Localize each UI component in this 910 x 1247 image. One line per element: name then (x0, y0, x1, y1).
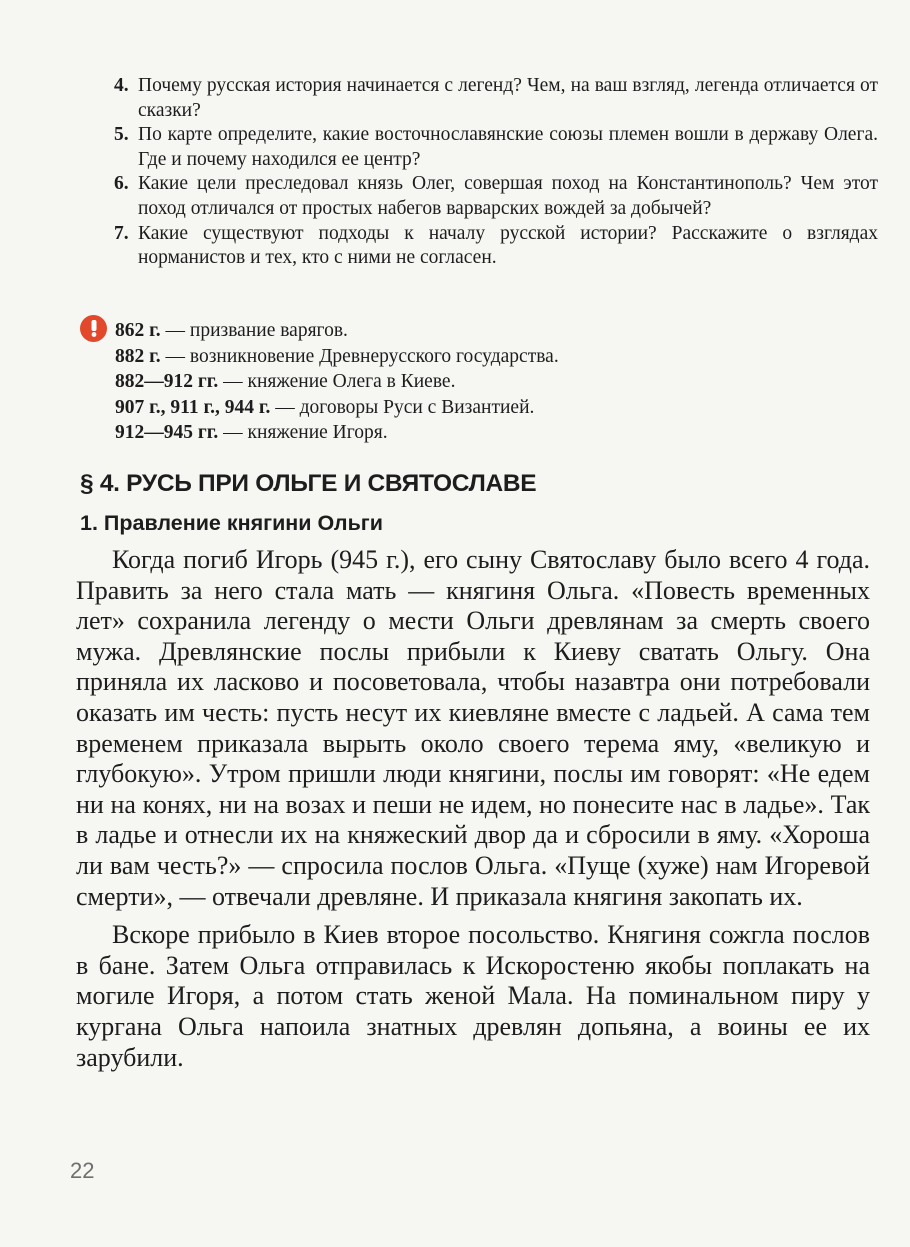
question-item (112, 172, 878, 221)
exclamation-icon (80, 315, 107, 342)
question-number: 6. (114, 173, 129, 195)
date-event: — возникновение Древнерусского государства. (160, 345, 559, 367)
date-item (115, 318, 875, 344)
date-value: 912—945 гг. (115, 422, 219, 444)
question-item (112, 74, 878, 123)
section-title: § 4. РУСЬ ПРИ ОЛЬГЕ И СВЯТОСЛАВЕ (80, 470, 537, 497)
paragraph: Когда погиб Игорь (945 г.), его сыну Святославу было всего 4 года. Править за него стала мать — княгиня Ольга. «Повесть временных лет» сохранила легенду о мести Ольги древлянам за смерть своего мужа. Древлянские послы прибыли к Киеву сватать Ольгу. Она приняла их ласково и посоветовала, чтобы назавтра они потребовали оказать им честь: пусть несут их киевляне вместе с ладьей. А сама тем временем приказала вырыть около своего терема яму, «великую и глубокую». Утром пришли люди княгини, послы им говорят: «Не едем ни на конях, ни на возах и пеши не идем, но понесите нас в ладье». Так в ладье и отнесли их на княжеский двор да и сбросили в яму. «Хороша ли вам честь?» — спросила послов Ольга. «Пуще (хуже) нам Игоревой смерти», — отвечали древляне. И приказала княгиня закопать их. (76, 545, 870, 911)
question-number: 4. (114, 75, 129, 96)
date-value: 907 г., 911 г., 944 г. (115, 396, 271, 418)
subsection-title: 1. Правление княгини Ольги (80, 511, 383, 535)
page-number: 22 (70, 1158, 95, 1183)
question-text: По карте определите, какие восточнославянские союзы племен вошли в державу Олега. Где и почему находился ее центр? (138, 124, 878, 170)
section-body (76, 545, 870, 1073)
date-event: — договоры Руси с Византией. (270, 396, 535, 418)
date-item (115, 420, 875, 446)
date-item (115, 369, 875, 395)
question-number: 5. (114, 124, 129, 146)
date-value: 882 г. (115, 345, 161, 367)
date-list (115, 318, 875, 446)
question-item (112, 222, 878, 271)
date-item (115, 344, 875, 370)
question-item (112, 123, 878, 172)
question-text: Почему русская история начинается с легенд? Чем, на ваш взгляд, легенда отличается от сказки? (138, 75, 878, 121)
paragraph: Вскоре прибыло в Киев второе посольство. Княгиня сожгла послов в бане. Затем Ольга отправилась к Искоростеню якобы поплакать на могиле Игоря, а потом стать женой Мала. На поминальном пиру у кургана Ольга напоила знатных древлян допьяна, а воины ее их зарубили. (76, 920, 870, 1072)
date-value: 862 г. (115, 320, 161, 341)
question-text: Какие цели преследовал князь Олег, совершая поход на Константинополь? Чем этот поход отличался от простых набегов варварских вождей за добычей? (138, 173, 878, 219)
question-text: Какие существуют подходы к началу русской истории? Расскажите о взглядах норманистов и тех, кто с ними не согласен. (138, 222, 878, 269)
date-item (115, 395, 875, 421)
review-questions (112, 74, 878, 271)
date-value: 882—912 гг. (115, 371, 219, 393)
question-number: 7. (114, 222, 129, 244)
date-event: — княжение Олега в Киеве. (218, 371, 456, 393)
date-event: — призвание варягов. (160, 320, 348, 341)
date-event: — княжение Игоря. (218, 422, 388, 444)
